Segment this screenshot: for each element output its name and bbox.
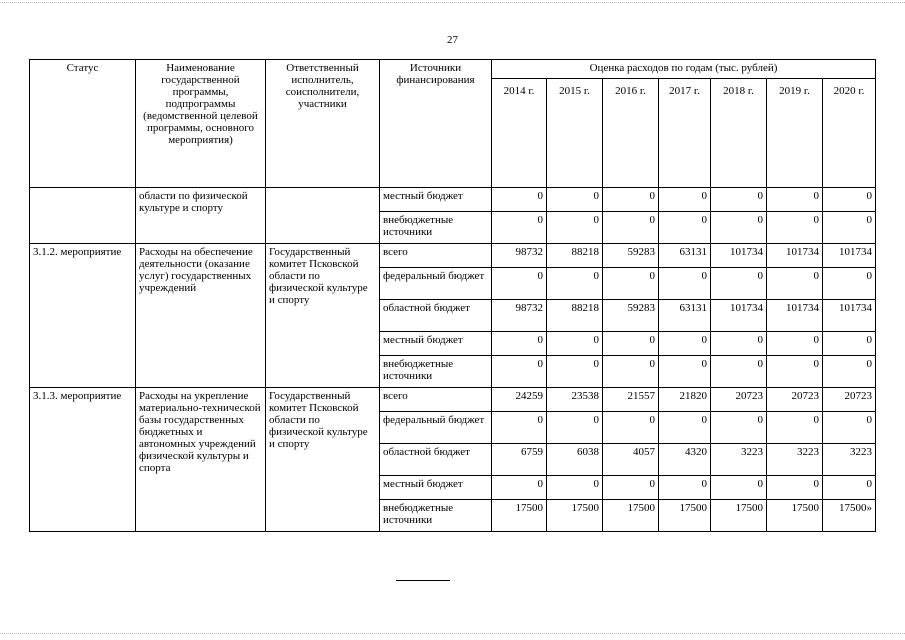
value-cell: 17500 [767, 500, 823, 532]
source-label: местный бюджет [380, 188, 492, 212]
value-cell: 0 [603, 412, 659, 444]
value-cell: 0 [603, 476, 659, 500]
value-cell: 0 [711, 356, 767, 388]
value-cell: 0 [547, 268, 603, 300]
value-cell: 0 [547, 332, 603, 356]
source-label: всего [380, 388, 492, 412]
value-cell: 59283 [603, 244, 659, 268]
header-sources: Источники финансирования [380, 60, 492, 188]
header-year: 2016 г. [603, 79, 659, 188]
value-cell: 101734 [823, 300, 876, 332]
value-cell: 101734 [711, 244, 767, 268]
source-label: внебюджетные источники [380, 356, 492, 388]
value-cell: 0 [823, 188, 876, 212]
value-cell: 101734 [767, 244, 823, 268]
value-cell: 0 [659, 268, 711, 300]
header-year: 2017 г. [659, 79, 711, 188]
value-cell: 17500 [547, 500, 603, 532]
value-cell: 0 [659, 356, 711, 388]
header-year: 2014 г. [492, 79, 547, 188]
value-cell: 0 [711, 476, 767, 500]
source-label: всего [380, 244, 492, 268]
value-cell: 0 [767, 332, 823, 356]
value-cell: 21557 [603, 388, 659, 412]
page-number: 27 [447, 34, 458, 46]
footer-separator [396, 580, 450, 581]
value-cell: 0 [547, 212, 603, 244]
header-year: 2019 г. [767, 79, 823, 188]
table-row [30, 388, 876, 412]
value-cell: 0 [492, 412, 547, 444]
scan-edge-bottom [0, 633, 905, 634]
value-cell: 17500 [492, 500, 547, 532]
value-cell: 0 [492, 476, 547, 500]
source-label: местный бюджет [380, 332, 492, 356]
value-cell: 0 [492, 356, 547, 388]
value-cell: 0 [492, 188, 547, 212]
item-status: 3.1.3. мероприятие [30, 388, 136, 532]
source-label: областной бюджет [380, 444, 492, 476]
value-cell: 63131 [659, 244, 711, 268]
value-cell: 0 [547, 412, 603, 444]
value-cell: 0 [711, 188, 767, 212]
table-row [30, 244, 876, 268]
item-responsible: Государственный комитет Псковской области по физической культуре и спорту [266, 244, 380, 388]
value-cell: 0 [547, 476, 603, 500]
value-cell: 17500 [711, 500, 767, 532]
value-cell: 0 [492, 212, 547, 244]
value-cell: 98732 [492, 244, 547, 268]
value-cell: 88218 [547, 300, 603, 332]
value-cell: 0 [603, 188, 659, 212]
item-responsible: Государственный комитет Псковской области по физической культуре и спорту [266, 388, 380, 532]
value-cell: 17500 [603, 500, 659, 532]
value-cell: 59283 [603, 300, 659, 332]
source-label: областной бюджет [380, 300, 492, 332]
item-name: Расходы на обеспечение деятельности (оказание услуг) государственных учреждений [136, 244, 266, 388]
value-cell: 101734 [767, 300, 823, 332]
header-name: Наименование государственной программы, подпрограммы (ведомственной целевой программы, основного мероприятия) [136, 60, 266, 188]
value-cell: 0 [767, 356, 823, 388]
value-cell: 23538 [547, 388, 603, 412]
value-cell: 0 [767, 412, 823, 444]
header-year: 2018 г. [711, 79, 767, 188]
source-label: федеральный бюджет [380, 412, 492, 444]
continuation-name: области по физической культуре и спорту [136, 188, 266, 244]
value-cell: 20723 [711, 388, 767, 412]
value-cell: 0 [823, 476, 876, 500]
value-cell: 0 [659, 212, 711, 244]
item-status: 3.1.2. мероприятие [30, 244, 136, 388]
value-cell: 0 [823, 268, 876, 300]
value-cell: 24259 [492, 388, 547, 412]
header-row-1 [30, 60, 876, 79]
value-cell: 0 [659, 476, 711, 500]
value-cell: 0 [711, 268, 767, 300]
continuation-status-cell [30, 188, 136, 244]
header-year: 2015 г. [547, 79, 603, 188]
value-cell: 0 [547, 188, 603, 212]
item-name: Расходы на укрепление материально-технической базы государственных бюджетных и автономных учреждений физической культуры и спорта [136, 388, 266, 532]
value-cell: 0 [603, 356, 659, 388]
value-cell: 4320 [659, 444, 711, 476]
value-cell: 0 [492, 332, 547, 356]
value-cell: 20723 [823, 388, 876, 412]
value-cell: 101734 [823, 244, 876, 268]
value-cell: 0 [823, 412, 876, 444]
value-cell: 0 [659, 412, 711, 444]
value-cell: 3223 [711, 444, 767, 476]
source-label: местный бюджет [380, 476, 492, 500]
value-cell: 0 [659, 332, 711, 356]
value-cell: 0 [547, 356, 603, 388]
continuation-responsible-cell [266, 188, 380, 244]
header-status: Статус [30, 60, 136, 188]
value-cell: 21820 [659, 388, 711, 412]
value-cell: 0 [711, 412, 767, 444]
source-label: внебюджетные источники [380, 212, 492, 244]
value-cell: 17500 [659, 500, 711, 532]
value-cell: 0 [823, 212, 876, 244]
header-responsible: Ответственный исполнитель, соисполнители, участники [266, 60, 380, 188]
source-label: федеральный бюджет [380, 268, 492, 300]
value-cell: 0 [823, 356, 876, 388]
budget-table [29, 59, 876, 532]
value-cell: 6759 [492, 444, 547, 476]
value-cell: 0 [767, 476, 823, 500]
value-cell: 88218 [547, 244, 603, 268]
value-cell: 101734 [711, 300, 767, 332]
value-cell: 0 [492, 268, 547, 300]
scan-edge-top [0, 2, 905, 3]
value-cell: 0 [711, 212, 767, 244]
value-cell: 3223 [823, 444, 876, 476]
value-cell: 98732 [492, 300, 547, 332]
value-cell: 0 [767, 212, 823, 244]
table-row [30, 188, 876, 212]
value-cell: 17500» [823, 500, 876, 532]
value-cell: 6038 [547, 444, 603, 476]
source-label: внебюджетные источники [380, 500, 492, 532]
value-cell: 0 [603, 332, 659, 356]
value-cell: 3223 [767, 444, 823, 476]
value-cell: 63131 [659, 300, 711, 332]
header-year: 2020 г. [823, 79, 876, 188]
header-estimate: Оценка расходов по годам (тыс. рублей) [492, 60, 876, 79]
value-cell: 0 [767, 268, 823, 300]
value-cell: 0 [767, 188, 823, 212]
value-cell: 0 [603, 212, 659, 244]
value-cell: 0 [823, 332, 876, 356]
value-cell: 20723 [767, 388, 823, 412]
value-cell: 0 [711, 332, 767, 356]
value-cell: 0 [659, 188, 711, 212]
value-cell: 4057 [603, 444, 659, 476]
value-cell: 0 [603, 268, 659, 300]
